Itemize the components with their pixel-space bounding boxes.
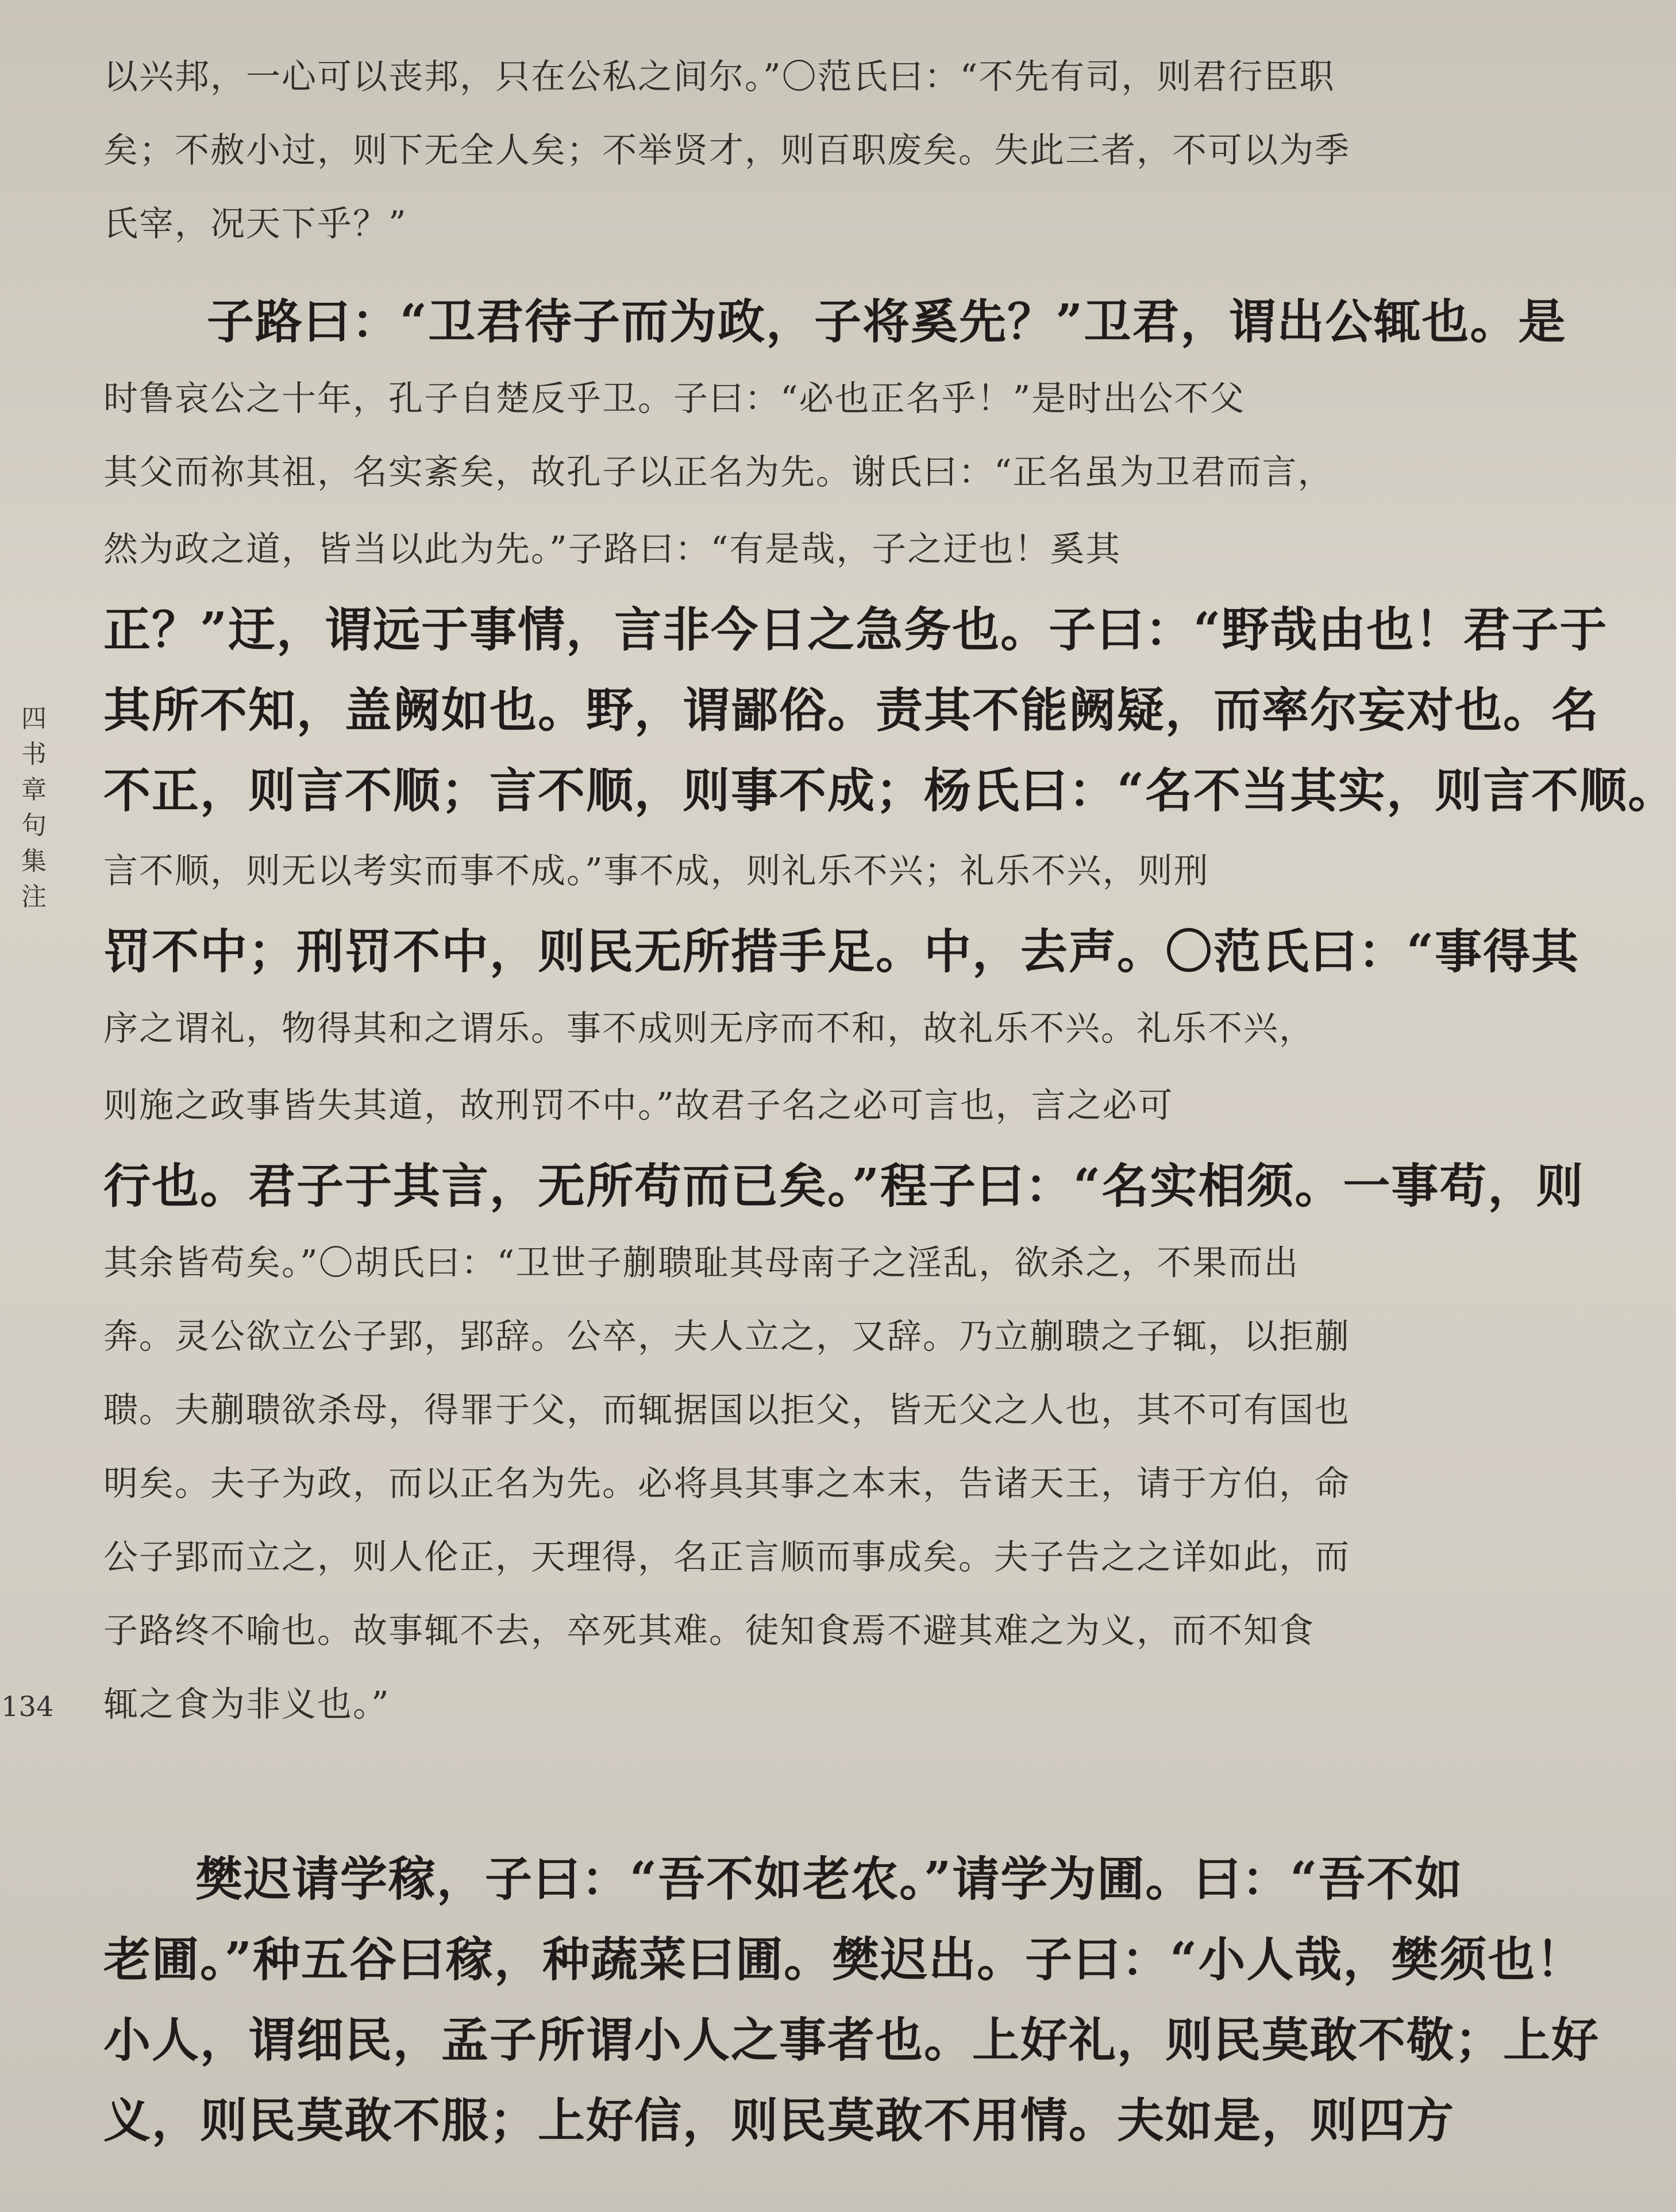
paragraph-fan-chi	[103, 1839, 1600, 2161]
text-line: 氏宰，况天下乎？”	[103, 204, 407, 244]
text-line: 不正，则言不顺；言不顺，则事不成；杨氏曰：“名不当其实，则言不顺。	[103, 763, 1676, 818]
text-line: 子路曰：“卫君待子而为政，子将奚先？”卫君，谓出公辄也。是	[207, 294, 1567, 349]
text-line: 小人，谓细民，孟子所谓小人之事者也。上好礼，则民莫敢不敬；上好	[103, 2013, 1600, 2068]
text-line: 行也。君子于其言，无所苟而已矣。”程子曰：“名实相须。一事苟，则	[103, 1159, 1585, 1214]
text-line: 聩。夫蒯聩欲杀母，得罪于父，而辄据国以拒父，皆无父之人也，其不可有国也	[103, 1390, 1350, 1430]
text-line: 辄之食为非义也。”	[103, 1684, 390, 1725]
text-line: 正？”迂，谓远于事情，言非今日之急务也。子曰：“野哉由也！君子于	[103, 602, 1608, 657]
paragraph-rectification-of-names	[103, 282, 1676, 1741]
text-line: 子路终不喻也。故事辄不去，卒死其难。徒知食焉不避其难之为义，而不知食	[103, 1611, 1315, 1651]
text-line: 时鲁哀公之十年，孔子自楚反乎卫。子曰：“必也正名乎！”是时出公不父	[103, 379, 1246, 419]
page-number: 134	[1, 1691, 54, 1723]
text-line: 老圃。”种五谷曰稼，种蔬菜曰圃。樊迟出。子曰：“小人哉，樊须也！	[103, 1932, 1585, 1987]
text-line: 然为政之道，皆当以此为先。”子路曰：“有是哉，子之迂也！奚其	[103, 529, 1122, 570]
text-line: 奔。灵公欲立公子郢，郢辞。公卒，夫人立之，又辞。乃立蒯聩之子辄，以拒蒯	[103, 1317, 1350, 1357]
text-line: 言不顺，则无以考实而事不成。”事不成，则礼乐不兴；礼乐不兴，则刑	[103, 851, 1209, 891]
text-line: 其余皆苟矣。”〇胡氏曰：“卫世子蒯聩耻其母南子之淫乱，欲杀之，不果而出	[103, 1243, 1300, 1283]
text-line: 义，则民莫敢不服；上好信，则民莫敢不用情。夫如是，则四方	[103, 2093, 1455, 2148]
text-line: 樊迟请学稼，子曰：“吾不如老农。”请学为圃。曰：“吾不如	[195, 1852, 1463, 1907]
text-line: 公子郢而立之，则人伦正，天理得，名正言顺而事成矣。夫子告之之详如此，而	[103, 1537, 1350, 1578]
text-line: 则施之政事皆失其道，故刑罚不中。”故君子名之必可言也，言之必可	[103, 1086, 1174, 1126]
running-title-vertical: 四书章句集注	[21, 704, 47, 911]
text-line: 其父而祢其祖，名实紊矣，故孔子以正名为先。谢氏曰：“正名虽为卫君而言，	[103, 452, 1334, 493]
text-line: 序之谓礼，物得其和之谓乐。事不成则无序而不和，故礼乐不兴。礼乐不兴，	[103, 1009, 1315, 1049]
paragraph-fan-commentary	[103, 40, 1442, 261]
text-line: 明矣。夫子为政，而以正名为先。必将具其事之本末，告诸天王，请于方伯，命	[103, 1464, 1350, 1504]
text-line: 以兴邦，一心可以丧邦，只在公私之间尔。”〇范氏曰：“不先有司，则君行臣职	[103, 57, 1335, 97]
text-line: 罚不中；刑罚不中，则民无所措手足。中，去声。〇范氏曰：“事得其	[103, 924, 1580, 979]
text-line: 矣；不赦小过，则下无全人矣；不举贤才，则百职废矣。失此三者，不可以为季	[103, 130, 1350, 171]
text-line: 其所不知，盖阙如也。野，谓鄙俗。责其不能阙疑，而率尔妄对也。名	[103, 683, 1600, 738]
